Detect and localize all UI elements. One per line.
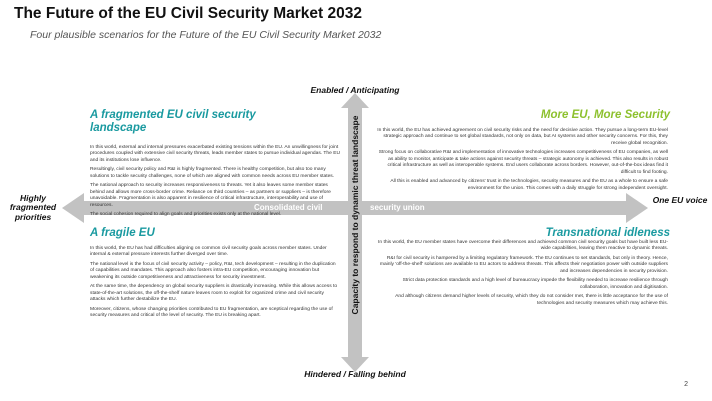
paragraph: Strong focus on collaborative R&I and implementation of innovative technologies increases competitiveness of EU companies, as well as ability to monitor, anticipate & take actions against security threats – strategic autonomy is achieved. This also results in robust critical infrastructure as well as interoperable systems. End users collaborate across borders. However, out-of-the-box ideas find it difficult to find footing. bbox=[378, 150, 668, 175]
paragraph: Resultingly, civil security policy and R&I is highly fragmented. There is healthy competition, but also too many solutions to tackle security challenges, none of which are aligned with common needs across EU member states. bbox=[90, 167, 335, 179]
paragraph: The social cohesion required to align goals and priorities exists only at the national level. bbox=[90, 212, 282, 218]
page-title: The Future of the EU Civil Security Market 2032 bbox=[14, 5, 362, 22]
quadrant-title-fragmented-landscape: A fragmented EU civil security landscape bbox=[90, 109, 256, 135]
paragraph: In this world, the EU member states have overcome their differences and achieved common civil security goals but have built less EU-wide capabilities, leaving them reactive to dynamic threats. bbox=[378, 240, 668, 252]
quadrant-title-more-eu: More EU, More Security bbox=[540, 109, 670, 121]
paragraph: In this world, the EU has achieved agreement on civil security risks and the need for decisive action. They pursue a long-term EU-level strategic approach and continue to set global standards, not only on data, but AI systems and other security concerns. For this, they receive global recognition. bbox=[377, 128, 668, 146]
paragraph: In this world, the EU has had difficulties aligning on common civil security goals across member states. Under internal & external pressure interests further diverged over time. bbox=[90, 246, 327, 258]
paragraph: The national level is the focus of civil security activity – policy, R&I, tech development – resulting in the duplication of capabilities and mandates. This approach also fosters intra-EU competition, encouraging innovation but weakening its outside competitiveness and attractiveness for security investment. bbox=[90, 261, 336, 280]
axis-label-bottom: Hindered / Falling behind bbox=[304, 369, 406, 379]
paragraph: All this is enabled and advanced by citizens' trust in the technologies, security measures and the EU as a whole to ensure a safe environment for the union. This comes with a daily struggle for strong independent oversight. bbox=[390, 179, 668, 191]
quadrant-title-fragile-eu: A fragile EU bbox=[90, 227, 155, 239]
quadrant-body-more-eu bbox=[376, 128, 668, 195]
paragraph: The national approach to security increases responsiveness to threats. Yet it also leaves some member states behind and allows more cross-border crime. Reliance on third countries – as partners or suppliers – is therefore unavoidable. Fragmentation is also apparent in resilience of critical infrastructure, interoperability and use of resources. bbox=[90, 183, 331, 208]
axis-label-right: One EU voice bbox=[652, 195, 708, 205]
paragraph: Moreover, citizens, whose changing priorities contributed to EU fragmentation, are sceptical regarding the use of security measures and critical of the level of security. The EU is breaking apart. bbox=[90, 306, 333, 319]
quadrant-body-fragmented-landscape bbox=[90, 145, 340, 222]
axis-label-left: Highly fragmented priorities bbox=[9, 193, 57, 222]
paragraph: R&I for civil security is hampered by a limiting regulatory framework. The EU continues to set standards, but only in theory. Hence, mainly 'off-the-shelf' solutions are available to EU actors to address threats. This affects their negotiation power with outside suppliers and increases dependencies in security provision. bbox=[379, 255, 668, 274]
quadrant-title-transnational-idleness: Transnational idleness bbox=[545, 227, 670, 239]
quadrant-body-fragile-eu bbox=[90, 246, 340, 323]
axis-label-top: Enabled / Anticipating bbox=[310, 85, 400, 95]
vertical-axis-label: Capacity to respond to dynamic threat landscape bbox=[350, 115, 360, 315]
horizontal-axis-label-left: Consolidated civil bbox=[254, 203, 323, 212]
horizontal-axis-label-right: security union bbox=[370, 203, 425, 212]
page-subtitle: Four plausible scenarios for the Future of the EU Civil Security Market 2032 bbox=[30, 29, 382, 41]
paragraph: At the same time, the dependency on global security suppliers is drastically increasing. While this allows access to state-of-the-art solutions, the off-the-shelf nature leaves room to exploit for organized crime and civil security attacks which further destabilize the EU. bbox=[90, 284, 338, 303]
paragraph: Strict data protection standards and a high level of bureaucracy impede the flexibility needed to increase resilience through collaboration, innovation and digitisation. bbox=[402, 278, 668, 290]
page-number: 2 bbox=[684, 381, 688, 388]
quadrant-body-transnational-idleness bbox=[376, 240, 668, 310]
paragraph: In this world, external and internal pressures exacerbated existing tensions within the EU. An unwillingness for joint procedures coupled with extensive civil security threats, leads member states to pursue individual agendas. The EU and its institutions lose influence. bbox=[90, 145, 341, 163]
paragraph: And although citizens demand higher levels of security, which they do not consider met, there is little acceptance for the use of technologies and security measures which may achieve this. bbox=[395, 294, 668, 306]
